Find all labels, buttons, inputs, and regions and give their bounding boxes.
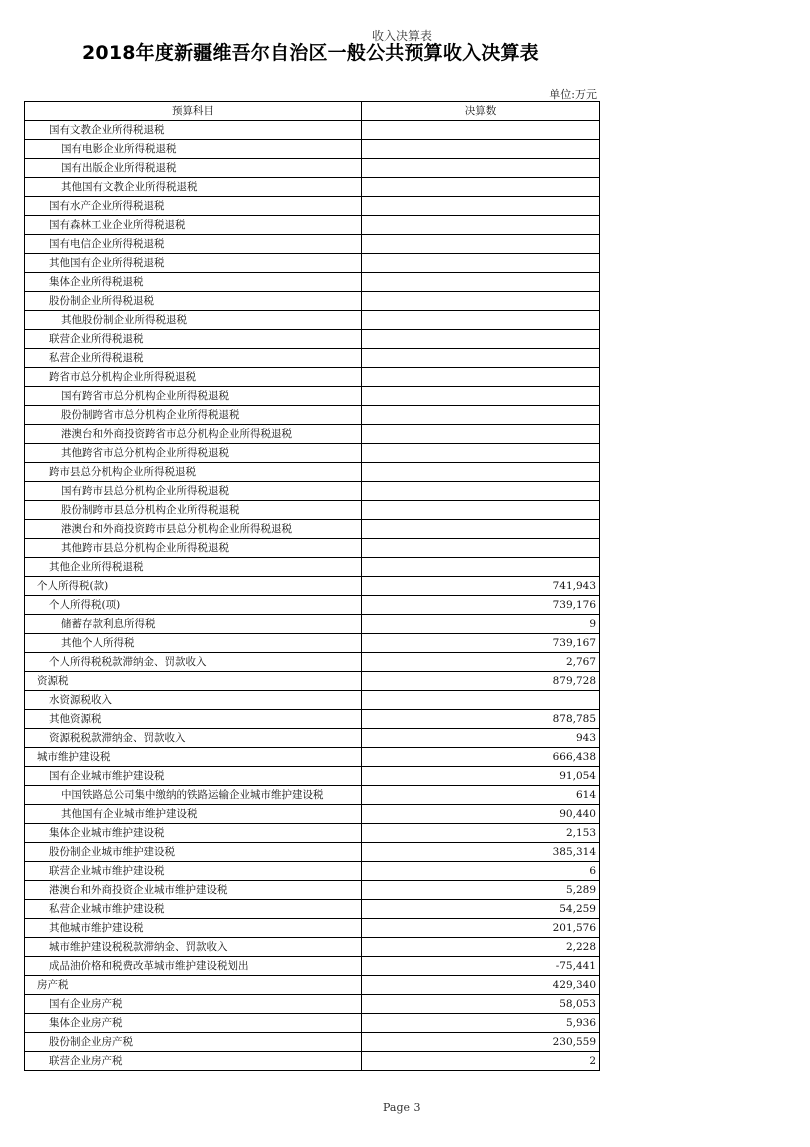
table-row [25, 197, 600, 216]
row-amount: 9 [362, 615, 600, 634]
row-amount: 5,289 [362, 881, 600, 900]
row-subject: 其他国有企业所得税退税 [25, 254, 362, 273]
row-subject: 个人所得税(款) [25, 577, 362, 596]
row-subject: 港澳台和外商投资企业城市维护建设税 [25, 881, 362, 900]
row-subject: 其他资源税 [25, 710, 362, 729]
table-row [25, 691, 600, 710]
row-subject: 其他股份制企业所得税退税 [25, 311, 362, 330]
row-amount: 943 [362, 729, 600, 748]
table-row [25, 1052, 600, 1071]
row-subject: 中国铁路总公司集中缴纳的铁路运输企业城市维护建设税 [25, 786, 362, 805]
row-subject: 股份制企业房产税 [25, 1033, 362, 1052]
table-row [25, 482, 600, 501]
row-amount: 879,728 [362, 672, 600, 691]
table-row [25, 748, 600, 767]
table-row [25, 805, 600, 824]
row-amount [362, 425, 600, 444]
table-row [25, 444, 600, 463]
row-amount [362, 292, 600, 311]
row-amount [362, 539, 600, 558]
row-subject: 国有电信企业所得税退税 [25, 235, 362, 254]
row-amount: 91,054 [362, 767, 600, 786]
row-subject: 其他跨市县总分机构企业所得税退税 [25, 539, 362, 558]
row-subject: 股份制企业所得税退税 [25, 292, 362, 311]
table-row [25, 311, 600, 330]
row-subject: 跨省市总分机构企业所得税退税 [25, 368, 362, 387]
table-row [25, 596, 600, 615]
row-subject: 储蓄存款利息所得税 [25, 615, 362, 634]
table-row [25, 710, 600, 729]
table-row [25, 824, 600, 843]
row-subject: 股份制企业城市维护建设税 [25, 843, 362, 862]
row-amount [362, 463, 600, 482]
table-row [25, 957, 600, 976]
row-subject: 城市维护建设税税款滞纳金、罚款收入 [25, 938, 362, 957]
row-subject: 私营企业城市维护建设税 [25, 900, 362, 919]
table-row [25, 140, 600, 159]
row-amount [362, 691, 600, 710]
row-subject: 水资源税收入 [25, 691, 362, 710]
table-row [25, 976, 600, 995]
row-amount [362, 349, 600, 368]
row-amount: 739,176 [362, 596, 600, 615]
row-amount: 614 [362, 786, 600, 805]
table-row [25, 577, 600, 596]
row-amount: 739,167 [362, 634, 600, 653]
column-header-amount: 决算数 [362, 102, 600, 121]
row-subject: 集体企业房产税 [25, 1014, 362, 1033]
row-subject: 股份制跨市县总分机构企业所得税退税 [25, 501, 362, 520]
row-amount [362, 254, 600, 273]
row-amount [362, 311, 600, 330]
row-subject: 其他企业所得税退税 [25, 558, 362, 577]
row-amount: 54,259 [362, 900, 600, 919]
row-subject: 其他个人所得税 [25, 634, 362, 653]
budget-table [24, 101, 600, 1071]
table-row [25, 767, 600, 786]
table-row [25, 1033, 600, 1052]
row-subject: 国有企业房产税 [25, 995, 362, 1014]
table-row [25, 938, 600, 957]
row-amount: 201,576 [362, 919, 600, 938]
row-subject: 私营企业所得税退税 [25, 349, 362, 368]
row-amount: 230,559 [362, 1033, 600, 1052]
row-subject: 国有文教企业所得税退税 [25, 121, 362, 140]
row-amount: 6 [362, 862, 600, 881]
row-subject: 联营企业所得税退税 [25, 330, 362, 349]
table-row [25, 425, 600, 444]
row-amount: 385,314 [362, 843, 600, 862]
row-subject: 个人所得税(项) [25, 596, 362, 615]
row-amount: 2,767 [362, 653, 600, 672]
table-row [25, 862, 600, 881]
row-subject: 集体企业城市维护建设税 [25, 824, 362, 843]
row-subject: 其他国有文教企业所得税退税 [25, 178, 362, 197]
row-subject: 国有电影企业所得税退税 [25, 140, 362, 159]
table-row [25, 273, 600, 292]
row-subject: 联营企业城市维护建设税 [25, 862, 362, 881]
row-subject: 其他城市维护建设税 [25, 919, 362, 938]
row-subject: 国有森林工业企业所得税退税 [25, 216, 362, 235]
row-amount: 90,440 [362, 805, 600, 824]
table-row [25, 178, 600, 197]
table-row [25, 1014, 600, 1033]
table-row [25, 121, 600, 140]
row-subject: 资源税税款滞纳金、罚款收入 [25, 729, 362, 748]
row-amount [362, 197, 600, 216]
row-amount [362, 387, 600, 406]
row-subject: 其他跨省市总分机构企业所得税退税 [25, 444, 362, 463]
row-amount: 741,943 [362, 577, 600, 596]
row-amount [362, 273, 600, 292]
table-row [25, 881, 600, 900]
table-row [25, 387, 600, 406]
row-subject: 跨市县总分机构企业所得税退税 [25, 463, 362, 482]
row-amount [362, 140, 600, 159]
row-amount: 5,936 [362, 1014, 600, 1033]
row-amount: 666,438 [362, 748, 600, 767]
row-subject: 集体企业所得税退税 [25, 273, 362, 292]
table-row [25, 729, 600, 748]
sheet-header-label: 收入决算表 [372, 29, 433, 43]
row-amount [362, 235, 600, 254]
table-row [25, 254, 600, 273]
table-row [25, 159, 600, 178]
row-amount [362, 406, 600, 425]
row-subject: 国有跨市县总分机构企业所得税退税 [25, 482, 362, 501]
table-row [25, 900, 600, 919]
row-subject: 房产税 [25, 976, 362, 995]
row-amount [362, 368, 600, 387]
table-row [25, 634, 600, 653]
row-amount: 429,340 [362, 976, 600, 995]
row-subject: 港澳台和外商投资跨省市总分机构企业所得税退税 [25, 425, 362, 444]
row-amount [362, 178, 600, 197]
row-subject: 资源税 [25, 672, 362, 691]
table-row [25, 368, 600, 387]
row-subject: 国有企业城市维护建设税 [25, 767, 362, 786]
row-amount [362, 501, 600, 520]
row-amount [362, 159, 600, 178]
row-amount [362, 330, 600, 349]
row-amount [362, 558, 600, 577]
unit-label: 单位:万元 [549, 88, 597, 101]
row-subject: 个人所得税税款滞纳金、罚款收入 [25, 653, 362, 672]
table-row [25, 672, 600, 691]
row-subject: 其他国有企业城市维护建设税 [25, 805, 362, 824]
row-amount [362, 121, 600, 140]
table-row [25, 501, 600, 520]
table-row [25, 349, 600, 368]
table-row [25, 292, 600, 311]
row-subject: 城市维护建设税 [25, 748, 362, 767]
page-number: Page 3 [383, 1101, 421, 1114]
row-subject: 国有跨省市总分机构企业所得税退税 [25, 387, 362, 406]
row-amount [362, 482, 600, 501]
table-row [25, 653, 600, 672]
table-header-row [25, 102, 600, 121]
column-header-subject: 预算科目 [25, 102, 362, 121]
table-row [25, 216, 600, 235]
table-row [25, 539, 600, 558]
table-row [25, 330, 600, 349]
table-row [25, 786, 600, 805]
row-amount [362, 216, 600, 235]
table-row [25, 520, 600, 539]
row-amount: 2,228 [362, 938, 600, 957]
row-amount: 58,053 [362, 995, 600, 1014]
row-subject: 联营企业房产税 [25, 1052, 362, 1071]
row-amount [362, 444, 600, 463]
table-row [25, 843, 600, 862]
row-amount [362, 520, 600, 539]
row-amount: 2 [362, 1052, 600, 1071]
row-amount: 878,785 [362, 710, 600, 729]
row-subject: 港澳台和外商投资跨市县总分机构企业所得税退税 [25, 520, 362, 539]
row-subject: 国有水产企业所得税退税 [25, 197, 362, 216]
row-subject: 国有出版企业所得税退税 [25, 159, 362, 178]
row-amount: -75,441 [362, 957, 600, 976]
table-row [25, 406, 600, 425]
table-row [25, 919, 600, 938]
table-row [25, 995, 600, 1014]
row-amount: 2,153 [362, 824, 600, 843]
table-row [25, 558, 600, 577]
table-row [25, 615, 600, 634]
table-row [25, 235, 600, 254]
table-row [25, 463, 600, 482]
row-subject: 成品油价格和税费改革城市维护建设税划出 [25, 957, 362, 976]
page-title: 2018年度新疆维吾尔自治区一般公共预算收入决算表 [82, 42, 539, 64]
row-subject: 股份制跨省市总分机构企业所得税退税 [25, 406, 362, 425]
